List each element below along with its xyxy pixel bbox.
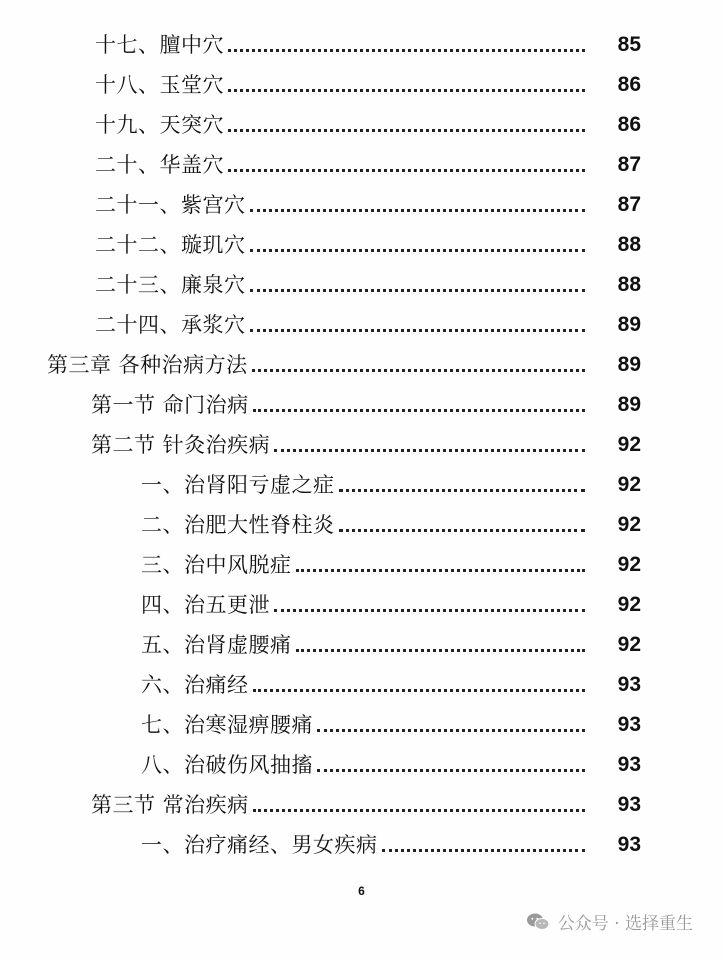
toc-entry-title: 二十四、承浆穴 xyxy=(95,313,246,337)
toc-entry xyxy=(95,22,641,58)
toc-dot-leader xyxy=(228,169,585,172)
toc-dot-leader xyxy=(253,809,585,812)
toc-entry-title: 二十二、璇玑穴 xyxy=(95,233,246,257)
toc-dot-leader xyxy=(296,569,586,572)
toc-entry-title: 三、治中风脱症 xyxy=(141,553,292,577)
toc-entry-page: 92 xyxy=(617,553,641,576)
toc-entry-title: 六、治痛经 xyxy=(141,673,249,697)
toc-entry-title: 二、治肥大性脊柱炎 xyxy=(141,513,335,537)
toc-entry xyxy=(141,502,641,538)
toc-dot-leader xyxy=(250,329,586,332)
toc-dot-leader xyxy=(253,409,585,412)
toc-entry-page: 93 xyxy=(617,673,641,696)
toc-entry xyxy=(95,262,641,298)
toc-entry xyxy=(95,302,641,338)
toc-entry xyxy=(141,742,641,778)
toc-entry xyxy=(47,342,641,378)
toc-entry-title: 八、治破伤风抽搐 xyxy=(141,753,313,777)
toc-entry-title: 七、治寒湿痹腰痛 xyxy=(141,713,313,737)
toc-entry-page: 92 xyxy=(617,473,641,496)
toc-entry-page: 88 xyxy=(617,273,641,296)
toc-entry-page: 93 xyxy=(617,753,641,776)
toc-dot-leader xyxy=(339,489,586,492)
toc-entry-title: 十七、膻中穴 xyxy=(95,33,224,57)
toc-entry-page: 93 xyxy=(617,833,641,856)
toc-entry xyxy=(141,542,641,578)
toc-entry xyxy=(95,222,641,258)
toc-entry-title: 一、治肾阳亏虚之症 xyxy=(141,473,335,497)
toc-entry xyxy=(141,582,641,618)
toc-entry xyxy=(95,62,641,98)
toc-entry-page: 92 xyxy=(617,593,641,616)
page-number: 6 xyxy=(358,884,365,898)
toc-entry-title: 二十三、廉泉穴 xyxy=(95,273,246,297)
toc-dot-leader xyxy=(228,129,585,132)
toc-entry-page: 86 xyxy=(617,73,641,96)
toc-entry xyxy=(91,782,641,818)
toc-entry-title: 第三章 各种治病方法 xyxy=(47,353,248,377)
toc-entry-title: 五、治肾虚腰痛 xyxy=(141,633,292,657)
toc-entry-title: 一、治疗痛经、男女疾病 xyxy=(141,833,378,857)
toc-dot-leader xyxy=(296,649,586,652)
watermark-text: 公众号 · 选择重生 xyxy=(557,914,693,934)
toc-entry-page: 85 xyxy=(617,33,641,56)
toc-entry-title: 第二节 针灸治疾病 xyxy=(91,433,271,457)
toc-entry-page: 89 xyxy=(617,313,641,336)
toc-entry xyxy=(141,702,641,738)
toc-entry-title: 第三节 常治疾病 xyxy=(91,793,249,817)
toc-dot-leader xyxy=(274,609,585,612)
toc-entry-page: 93 xyxy=(617,793,641,816)
toc-entry-title: 二十、华盖穴 xyxy=(95,153,224,177)
wechat-icon xyxy=(526,912,550,932)
toc-entry-title: 四、治五更泄 xyxy=(141,593,270,617)
toc-dot-leader xyxy=(250,289,586,292)
toc-entry xyxy=(141,622,641,658)
toc-entry-page: 92 xyxy=(617,633,641,656)
toc-entry xyxy=(95,102,641,138)
toc-entry-title: 第一节 命门治病 xyxy=(91,393,249,417)
toc-dot-leader xyxy=(250,209,586,212)
toc-entry-title: 十八、玉堂穴 xyxy=(95,73,224,97)
toc-entry-page: 86 xyxy=(617,113,641,136)
toc-entry-page: 92 xyxy=(617,513,641,536)
toc-entry-title: 十九、天突穴 xyxy=(95,113,224,137)
toc-entry-page: 87 xyxy=(617,193,641,216)
toc-dot-leader xyxy=(253,689,586,692)
toc-dot-leader xyxy=(317,729,585,732)
watermark xyxy=(526,909,693,934)
toc-entry-page: 88 xyxy=(617,233,641,256)
toc-dot-leader xyxy=(228,89,585,92)
toc-entry xyxy=(95,142,641,178)
toc-entry-page: 92 xyxy=(617,433,641,456)
toc-entry-page: 89 xyxy=(617,393,641,416)
toc-dot-leader xyxy=(382,849,586,852)
toc-entry-title: 二十一、紫宫穴 xyxy=(95,193,246,217)
toc-entry xyxy=(91,382,641,418)
toc-dot-leader xyxy=(228,49,585,52)
toc-entry-page: 93 xyxy=(617,713,641,736)
toc-dot-leader xyxy=(274,449,585,452)
toc-entry xyxy=(91,422,641,458)
toc-dot-leader xyxy=(252,369,585,372)
toc-dot-leader xyxy=(317,769,585,772)
toc-entry xyxy=(141,462,641,498)
toc-entry xyxy=(95,182,641,218)
toc-dot-leader xyxy=(339,529,586,532)
toc-entry-page: 87 xyxy=(617,153,641,176)
toc-dot-leader xyxy=(250,249,586,252)
toc-entry xyxy=(141,662,641,698)
toc-entry-page: 89 xyxy=(617,353,641,376)
toc-entry xyxy=(141,822,641,858)
